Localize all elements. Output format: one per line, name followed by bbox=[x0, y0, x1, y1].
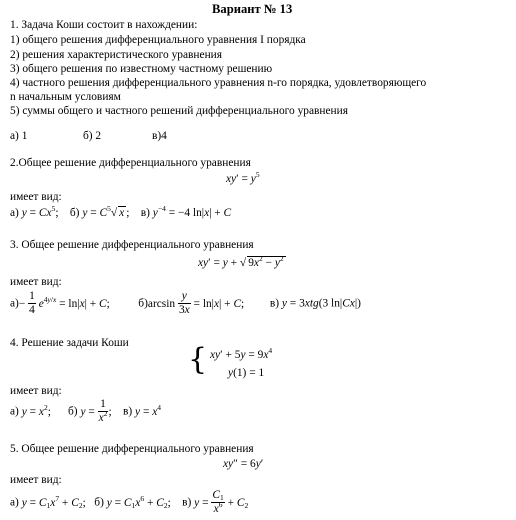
q3-formula-a: − $\frac{1}{4}$ $e^{4y/x} = \ln|x| + C$; bbox=[18, 290, 110, 317]
q3-formula-b: arcsin $\frac{y}{3x}$ = ln|x| + C; bbox=[147, 290, 245, 317]
q2-formula-a: $y = Cx^5$; bbox=[21, 204, 59, 219]
q4-equation-2: y(1) = 1 bbox=[228, 367, 265, 379]
q1-answer-b: б) 2 bbox=[83, 130, 102, 142]
q2-label-b: б) bbox=[69, 207, 80, 219]
q1-option-1: 1) общего решения дифференциального уравнения I порядка bbox=[10, 34, 306, 46]
q1-option-2: 2) решения характеристического уравнения bbox=[10, 49, 222, 61]
q4-formula-b: y = $\frac{1}{x^2}$ ; bbox=[80, 398, 112, 425]
q2-has-form: имеет вид: bbox=[10, 191, 62, 203]
q2-label-c: в) bbox=[140, 207, 150, 219]
q1-option-3: 3) общего решения по известному частному решению bbox=[10, 63, 273, 75]
q4-answers bbox=[10, 399, 161, 425]
q5-has-form: имеет вид: bbox=[10, 474, 62, 486]
q3-answers bbox=[10, 291, 361, 317]
q5-formula-c: y = $\frac{C_1}{x^6}$ + $C_2$ bbox=[194, 489, 249, 516]
q1-question: 1. Задача Коши состоит в нахождении: bbox=[10, 19, 198, 31]
q3-question: 3. Общее решение дифференциального уравнения bbox=[10, 239, 254, 251]
q4-formula-a: $y = x^2$; bbox=[21, 402, 51, 418]
q2-equation: $xy' = y^5$ bbox=[226, 170, 260, 185]
q2-answers bbox=[10, 206, 231, 220]
q4-formula-c: $y = x^4$ bbox=[135, 402, 162, 418]
q5-formula-b: $y = C_1x^6 + C_2$; bbox=[106, 493, 171, 510]
q2-label-a: а) bbox=[10, 207, 19, 219]
q5-label-a: а) bbox=[10, 496, 19, 509]
system-brace: { bbox=[188, 342, 208, 377]
q3-label-c: в) bbox=[269, 297, 280, 310]
q5-answers bbox=[10, 490, 248, 516]
variant-title: Вариант № 13 bbox=[212, 2, 293, 16]
q5-formula-a: $y = C_1x^7 + C_2$; bbox=[21, 493, 86, 510]
q3-equation: xy′ = y + √ $9x^2 - y^2$ bbox=[198, 254, 284, 269]
q3-label-a: а) bbox=[10, 297, 19, 310]
q1-answer-c: в)4 bbox=[152, 130, 167, 142]
q4-equation-1: $xy' + 5y = 9x^4$ bbox=[210, 346, 273, 361]
q5-label-c: в) bbox=[182, 496, 192, 509]
q5-equation: xy″ = 6y′ bbox=[223, 458, 264, 470]
q3-has-form: имеет вид: bbox=[10, 276, 62, 288]
q1-option-4: 4) частного решения дифференциального уравнения n-го порядка, удовлетворяющего bbox=[10, 77, 427, 89]
q4-label-c: в) bbox=[123, 405, 133, 418]
q4-question: 4. Решение задачи Коши bbox=[10, 337, 129, 349]
q4-label-a: а) bbox=[10, 405, 19, 418]
q2-formula-b: $y = C^5√$ x ; bbox=[82, 204, 130, 219]
q3-formula-c: y = 3xtg(3 ln|Cx|) bbox=[281, 297, 361, 310]
q1-option-4-cont: n начальным условиям bbox=[10, 91, 121, 103]
q4-label-b: б) bbox=[67, 405, 78, 418]
q5-question: 5. Общее решение дифференциального уравнения bbox=[10, 443, 254, 455]
q2-question: 2.Общее решение дифференциального уравнения bbox=[10, 157, 251, 169]
q4-has-form: имеет вид: bbox=[10, 385, 62, 397]
q3-label-b: б) bbox=[138, 297, 148, 310]
q5-label-b: б) bbox=[94, 496, 104, 509]
q1-answer-a: а) 1 bbox=[10, 130, 28, 142]
q2-formula-c: $y^{-4} = -4$ ln|x| + C bbox=[152, 204, 232, 219]
q1-option-5: 5) суммы общего и частного решений дифференциального уравнения bbox=[10, 105, 348, 117]
